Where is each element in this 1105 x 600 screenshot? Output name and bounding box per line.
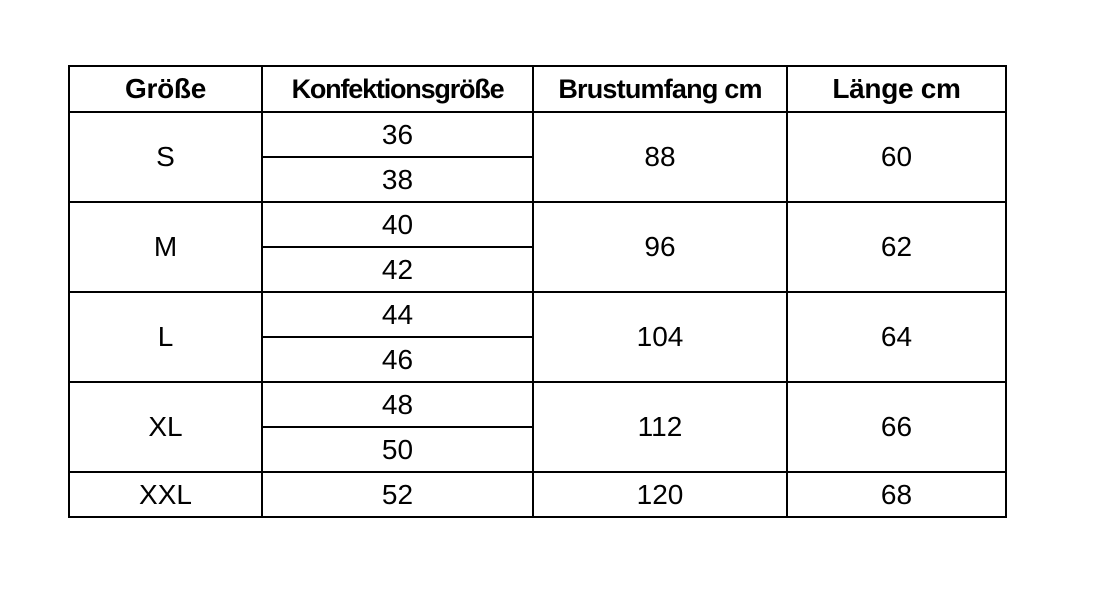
header-length: Länge cm	[787, 66, 1006, 112]
length-cell: 64	[787, 292, 1006, 382]
size-cell: XL	[69, 382, 262, 472]
garment-size-cell: 42	[262, 247, 533, 292]
table-row	[69, 472, 1006, 517]
chest-cell: 96	[533, 202, 787, 292]
table-row	[69, 382, 1006, 427]
size-cell: L	[69, 292, 262, 382]
chest-cell: 104	[533, 292, 787, 382]
table-row	[69, 292, 1006, 337]
length-cell: 60	[787, 112, 1006, 202]
garment-size-cell: 52	[262, 472, 533, 517]
header-size: Größe	[69, 66, 262, 112]
length-cell: 62	[787, 202, 1006, 292]
size-chart-table	[68, 65, 1007, 518]
garment-size-cell: 36	[262, 112, 533, 157]
header-row	[69, 66, 1006, 112]
header-chest: Brustumfang cm	[533, 66, 787, 112]
garment-size-cell: 48	[262, 382, 533, 427]
size-cell: S	[69, 112, 262, 202]
length-cell: 68	[787, 472, 1006, 517]
garment-size-cell: 44	[262, 292, 533, 337]
garment-size-cell: 40	[262, 202, 533, 247]
header-garment-size: Konfektionsgröße	[262, 66, 533, 112]
chest-cell: 120	[533, 472, 787, 517]
length-cell: 66	[787, 382, 1006, 472]
table-row	[69, 112, 1006, 157]
size-cell: M	[69, 202, 262, 292]
chest-cell: 88	[533, 112, 787, 202]
size-chart-header	[69, 66, 1006, 112]
garment-size-cell: 46	[262, 337, 533, 382]
garment-size-cell: 38	[262, 157, 533, 202]
size-cell: XXL	[69, 472, 262, 517]
table-row	[69, 202, 1006, 247]
size-chart-body	[69, 112, 1006, 517]
chest-cell: 112	[533, 382, 787, 472]
garment-size-cell: 50	[262, 427, 533, 472]
